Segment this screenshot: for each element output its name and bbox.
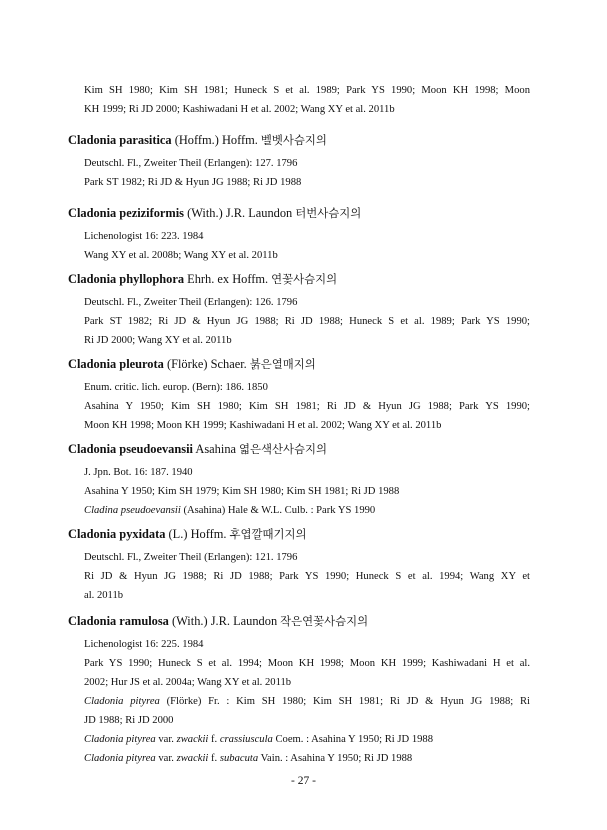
species-entry — [68, 612, 530, 768]
korean-name: 작은연꽃사슴지의 — [280, 614, 369, 628]
reference-line: Lichenologist 16: 223. 1984 — [84, 231, 204, 242]
synonym-citation: var. — [155, 753, 177, 764]
synonym-citation: (Asahina) Hale & W.L. Culb. : Park YS 1990 — [180, 505, 376, 516]
reference-line: Park ST 1982; Ri JD & Hyun JG 1988; Ri JD 1988; Huneck S et al. 1989; Park YS 1990; — [84, 316, 530, 327]
reference-line: Asahina Y 1950; Kim SH 1980; Kim SH 1981; Ri JD & Hyun JG 1988; Park YS 1990; — [84, 401, 530, 412]
species-author: Ehrh. ex Hoffm. — [187, 272, 269, 286]
synonym-name: Cladonia pityrea — [84, 734, 156, 745]
species-heading — [68, 270, 530, 288]
korean-name: 연꽃사슴지의 — [271, 272, 338, 286]
reference-line: Ri JD 2000; Wang XY et al. 2011b — [84, 335, 232, 346]
synonym-citation: (Flörke) Fr. : Kim SH 1980; Kim SH 1981; Ri JD & Hyun JG 1988; Ri — [159, 696, 530, 707]
reference-line: Lichenologist 16: 225. 1984 — [84, 639, 204, 650]
species-heading — [68, 440, 530, 458]
species-entry — [68, 204, 530, 265]
species-name: Cladonia pleurota — [68, 357, 164, 371]
species-name: Cladonia pyxidata — [68, 527, 166, 541]
synonym-name: Cladonia pityrea — [84, 696, 160, 707]
synonym-line — [84, 692, 530, 711]
species-heading — [68, 204, 530, 222]
reference-list — [68, 635, 530, 768]
synonym-citation: f. — [208, 753, 220, 764]
synonym-line — [84, 501, 530, 520]
species-author: (With.) J.R. Laundon — [171, 614, 278, 628]
reference-list — [68, 293, 530, 350]
reference-list — [68, 463, 530, 520]
continuation-line: Kim SH 1980; Kim SH 1981; Huneck S et al. 1989; Park YS 1990; Moon KH 1998; Moon — [84, 85, 530, 96]
species-name: Cladonia parasitica — [68, 133, 172, 147]
species-author: (L.) Hoffm. — [168, 527, 227, 541]
species-author: (With.) J.R. Laundon — [187, 206, 293, 220]
reference-list — [68, 548, 530, 605]
reference-line: Asahina Y 1950; Kim SH 1979; Kim SH 1980; Kim SH 1981; Ri JD 1988 — [84, 486, 400, 497]
continuation-line: KH 1999; Ri JD 2000; Kashiwadani H et al. 2002; Wang XY et al. 2011b — [84, 104, 395, 115]
species-name: Cladonia pseudoevansii — [68, 442, 193, 456]
synonym-name: subacuta — [219, 753, 259, 764]
synonym-name: zwackii — [176, 734, 209, 745]
species-name: Cladonia peziziformis — [68, 206, 184, 220]
synonym-name: crassiuscula — [219, 734, 273, 745]
page-number: - 27 - — [291, 775, 316, 787]
reference-line: Wang XY et al. 2008b; Wang XY et al. 2011b — [84, 250, 278, 261]
reference-line: J. Jpn. Bot. 16: 187. 1940 — [84, 467, 193, 478]
species-heading — [68, 525, 530, 543]
synonym-citation: Coem. : Asahina Y 1950; Ri JD 1988 — [272, 734, 434, 745]
species-entry — [68, 355, 530, 435]
reference-line: Deutschl. Fl., Zweiter Theil (Erlangen): 121. 1796 — [84, 552, 298, 563]
synonym-name: zwackii — [176, 753, 209, 764]
species-heading — [68, 612, 530, 630]
synonym-line — [84, 749, 530, 768]
reference-line: al. 2011b — [84, 590, 124, 601]
synonym-citation: var. — [155, 734, 177, 745]
korean-name: 벨벳사슴지의 — [260, 133, 327, 147]
reference-line: Deutschl. Fl., Zweiter Theil (Erlangen): 127. 1796 — [84, 158, 298, 169]
reference-line: Ri JD & Hyun JG 1988; Ri JD 1988; Park YS 1990; Huneck S et al. 1994; Wang XY et — [84, 571, 530, 582]
species-heading — [68, 131, 530, 149]
reference-list — [68, 154, 530, 192]
reference-line: Park ST 1982; Ri JD & Hyun JG 1988; Ri JD 1988 — [84, 177, 302, 188]
korean-name: 터번사슴지의 — [295, 206, 362, 220]
species-name: Cladonia phyllophora — [68, 272, 185, 286]
synonym-name: Cladina pseudoevansii — [84, 505, 181, 516]
reference-line: Park YS 1990; Huneck S et al. 1994; Moon KH 1998; Moon KH 1999; Kashiwadani H et al. — [84, 658, 530, 669]
synonym-line — [84, 730, 530, 749]
species-name: Cladonia ramulosa — [68, 614, 169, 628]
reference-list — [68, 227, 530, 265]
reference-list — [68, 378, 530, 435]
species-author: Asahina — [195, 442, 237, 456]
reference-line: Deutschl. Fl., Zweiter Theil (Erlangen): 126. 1796 — [84, 297, 298, 308]
species-heading — [68, 355, 530, 373]
reference-line: JD 1988; Ri JD 2000 — [84, 715, 174, 726]
reference-line: 2002; Hur JS et al. 2004a; Wang XY et al. 2011b — [84, 677, 292, 688]
reference-line: Moon KH 1998; Moon KH 1999; Kashiwadani H et al. 2002; Wang XY et al. 2011b — [84, 420, 442, 431]
korean-name: 후엽깔때기지의 — [229, 527, 307, 541]
species-entry — [68, 440, 530, 520]
continuation-block — [84, 81, 530, 119]
species-entry — [68, 270, 530, 350]
synonym-citation: f. — [208, 734, 220, 745]
synonym-name: Cladonia pityrea — [84, 753, 156, 764]
species-entry — [68, 131, 530, 192]
korean-name: 붉은열매지의 — [249, 357, 316, 371]
species-author: (Hoffm.) Hoffm. — [174, 133, 258, 147]
reference-line: Enum. critic. lich. europ. (Bern): 186. 1850 — [84, 382, 268, 393]
synonym-citation: Vain. : Asahina Y 1950; Ri JD 1988 — [258, 753, 413, 764]
species-author: (Flörke) Schaer. — [166, 357, 247, 371]
species-entry — [68, 525, 530, 605]
korean-name: 엷은색산사슴지의 — [239, 442, 328, 456]
